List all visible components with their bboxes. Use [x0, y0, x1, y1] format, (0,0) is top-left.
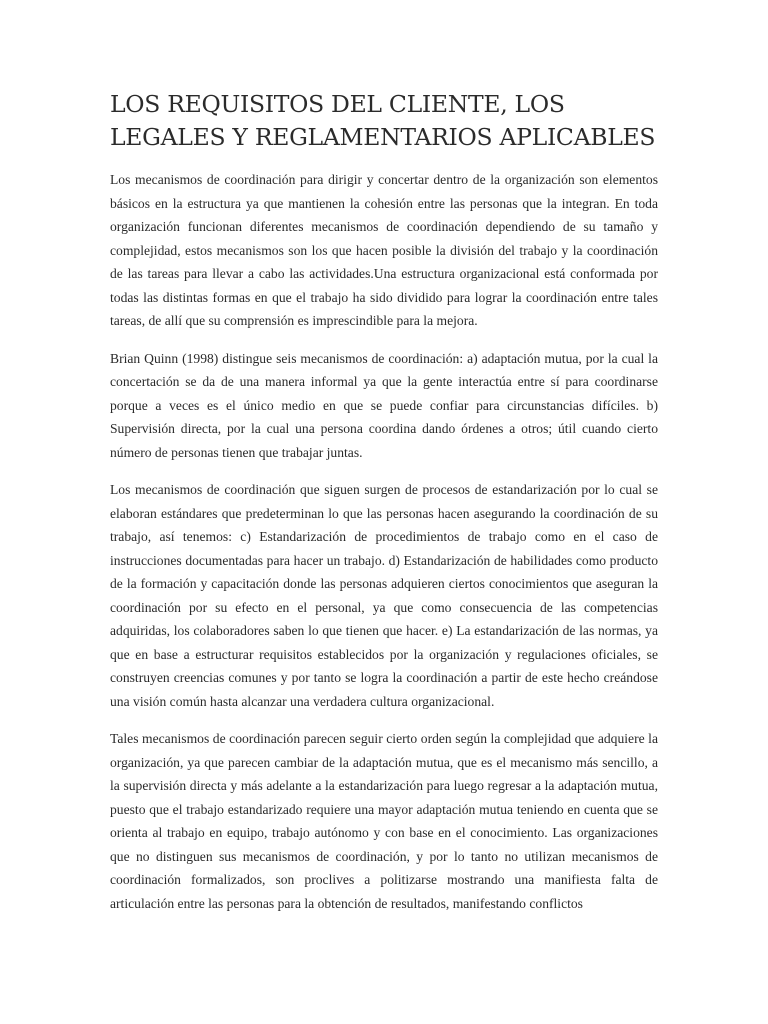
paragraph-2: Brian Quinn (1998) distingue seis mecanismos de coordinación: a) adaptación mutua, por la cual la concertación se da de una manera informal ya que la gente interactúa entre sí para coordinarse porque a veces es el único medio en que se puede confiar para circunstancias difíciles. b) Supervisión directa, por la cual una persona coordina dando órdenes a otros; útil cuando cierto número de personas tienen que trabajar juntas.	[110, 350, 658, 460]
paragraph-1: Los mecanismos de coordinación para dirigir y concertar dentro de la organización son elementos básicos en la estructura ya que mantienen la cohesión entre las personas que la integran. En toda organización funcionan diferentes mecanismos de coordinación dependiendo de su tamaño y complejidad, estos mecanismos son los que hacen posible la división del trabajo y la coordinación de las tareas para llevar a cabo las actividades.Una estructura organizacional está conformada por todas las distintas formas en que el trabajo ha sido dividido para lograr la coordinación entre tales tareas, de allí que su comprensión es imprescindible para la mejora.	[110, 172, 658, 328]
paragraph-3: Los mecanismos de coordinación que siguen surgen de procesos de estandarización por lo cual se elaboran estándares que predeterminan lo que las personas hacen asegurando la coordinación de su trabajo, así tenemos: c) Estandarización de procedimientos de trabajo como en el caso de instrucciones documentadas para hacer un trabajo. d) Estandarización de habilidades como producto de la formación y capacitación donde las personas adquieren ciertos conocimientos que aseguran la coordinación por su efecto en el personal, ya que como consecuencia de las competencias adquiridas, los colaboradores saben lo que tienen que hacer. e) La estandarización de las normas, ya que en base a estructurar requisitos establecidos por la organización y regulaciones oficiales, se construyen creencias comunes y por tanto se logra la coordinación a partir de este hecho creándose una visión común hasta alcanzar una verdadera cultura organizacional.	[110, 482, 658, 709]
paragraph-4: Tales mecanismos de coordinación parecen seguir cierto orden según la complejidad que adquiere la organización, ya que parecen cambiar de la adaptación mutua, que es el mecanismo más sencillo, a la supervisión directa y más adelante a la estandarización para luego regresar a la adaptación mutua, puesto que el trabajo estandarizado requiere una mayor adaptación mutua teniendo en cuenta que se orienta al trabajo en equipo, trabajo autónomo y con base en el conocimiento. Las organizaciones que no distinguen sus mecanismos de coordinación, y por lo tanto no utilizan mecanismos de coordinación formalizados, son proclives a politizarse mostrando una manifiesta falta de articulación entre las personas para la obtención de resultados, manifestando conflictos	[110, 731, 658, 911]
document-page	[110, 88, 658, 929]
document-title: LOS REQUISITOS DEL CLIENTE, LOS LEGALES Y REGLAMENTARIOS APLICABLES	[110, 90, 656, 151]
